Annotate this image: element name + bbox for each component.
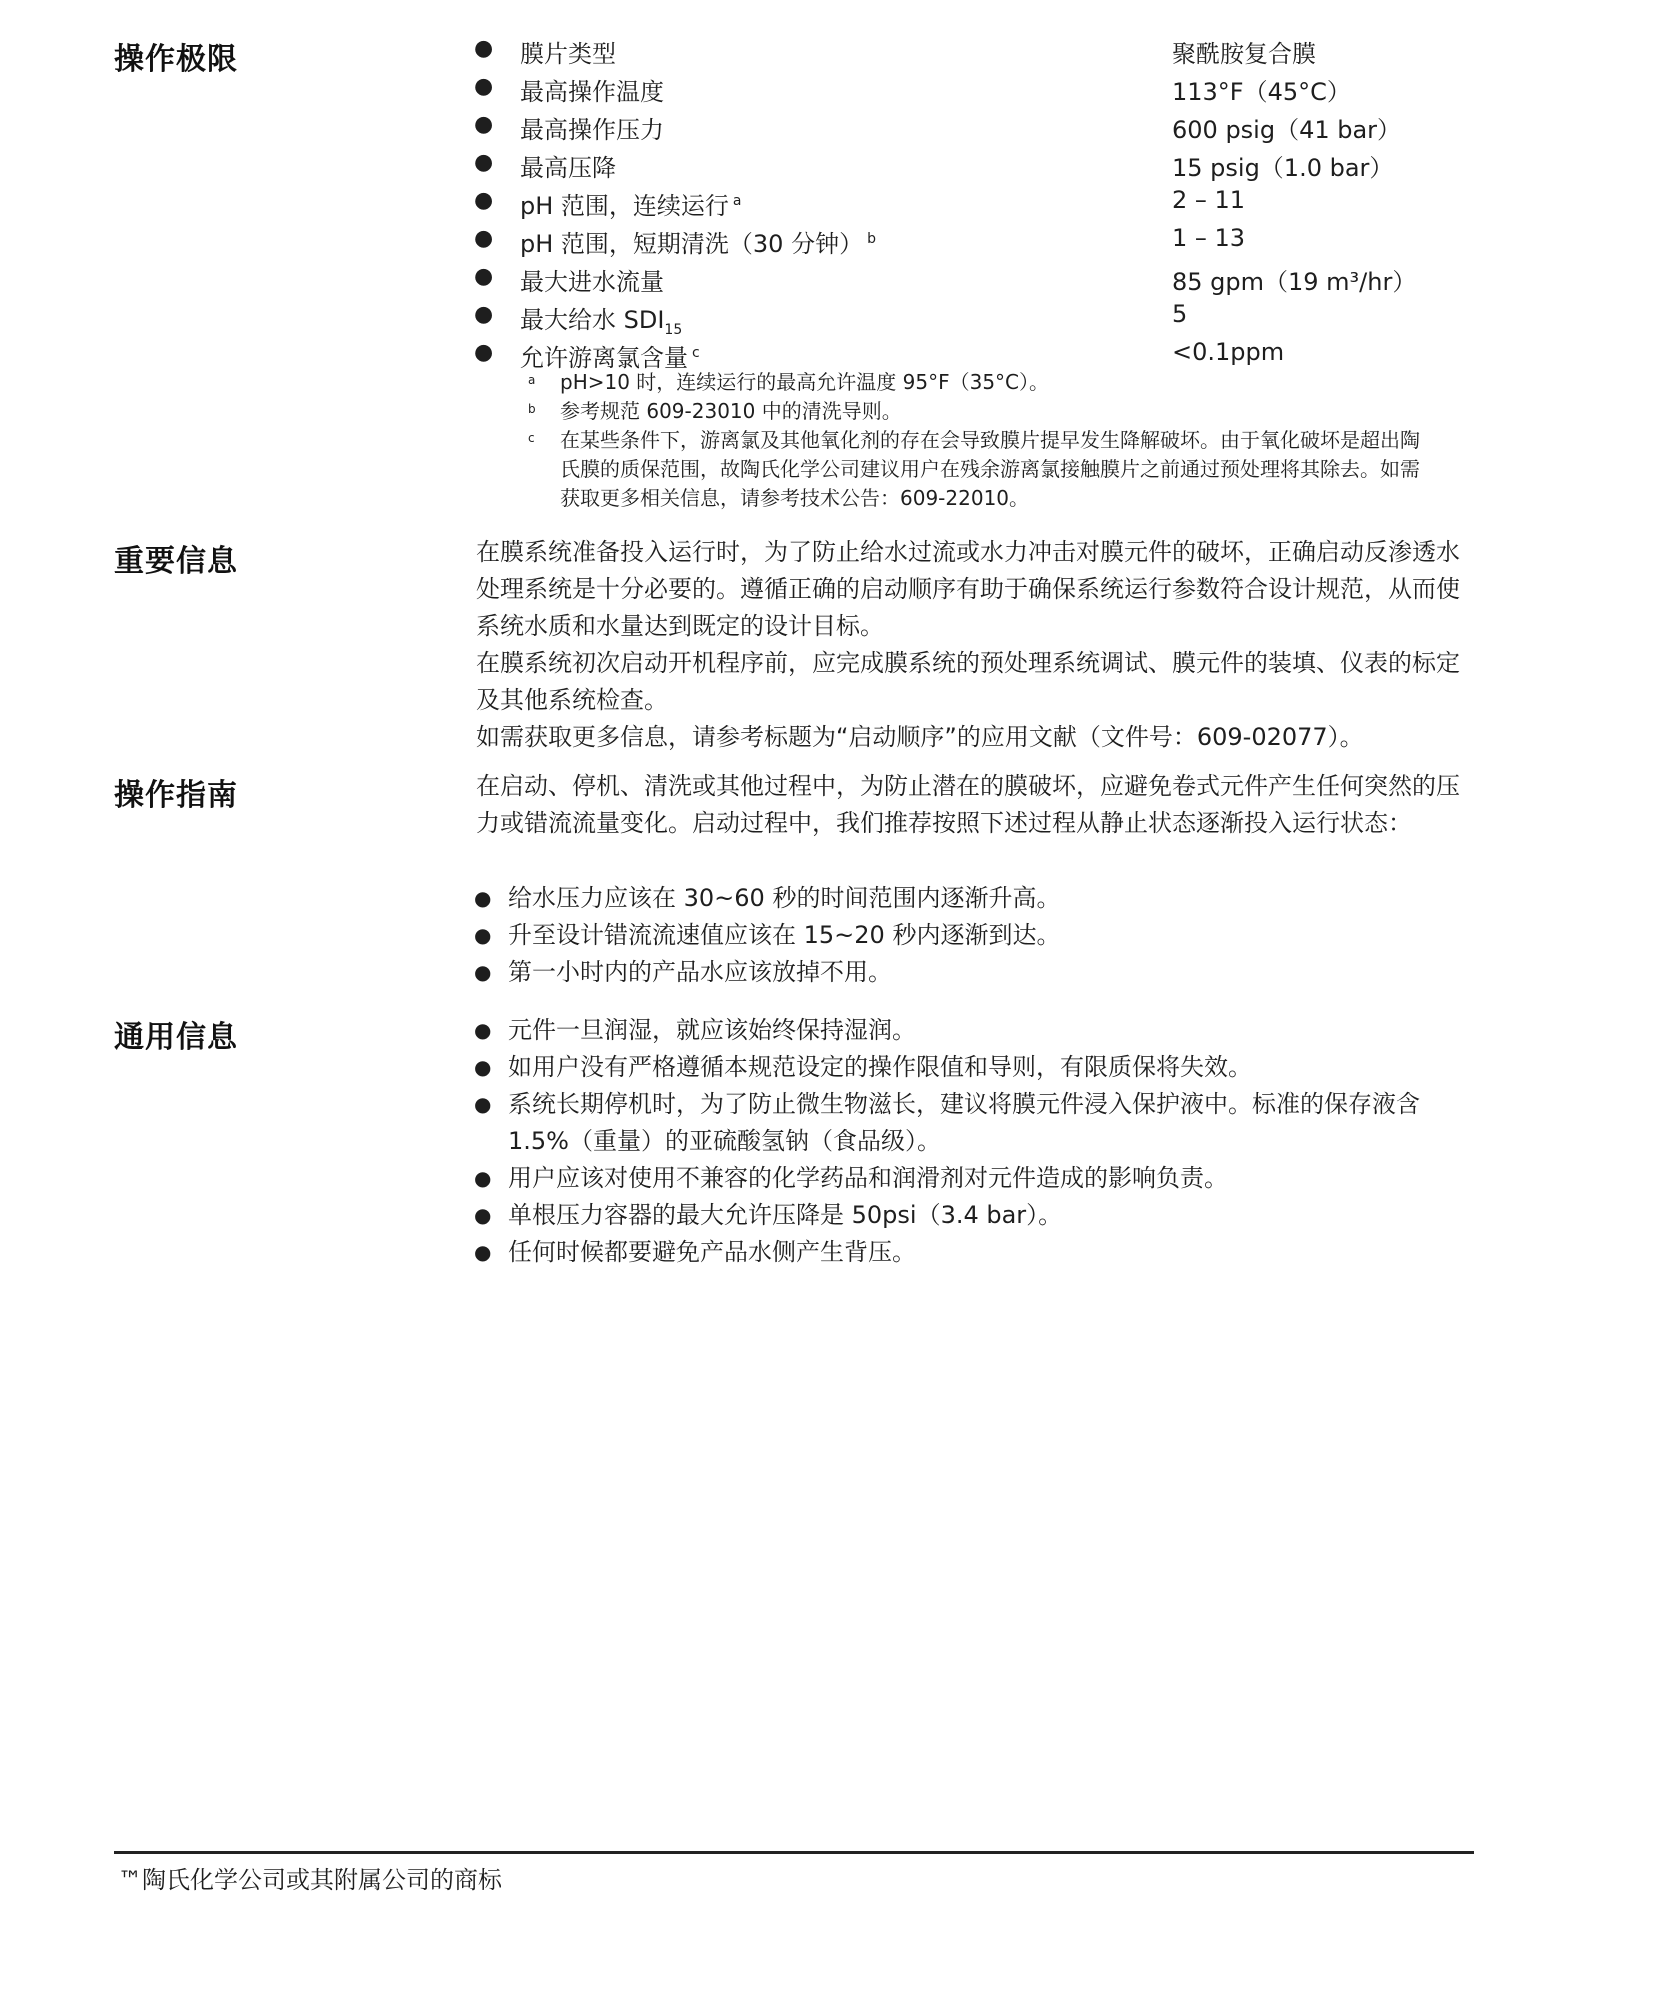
- bullet-icon: ●: [474, 302, 494, 327]
- bullet-icon: ●: [474, 1166, 492, 1190]
- bullet-icon: ●: [474, 188, 494, 213]
- section-title-important-info: 重要信息: [114, 544, 238, 579]
- limit-label: 最高压降: [520, 154, 616, 182]
- bullet-icon: ●: [474, 1018, 492, 1042]
- limit-value: 5: [1172, 300, 1188, 328]
- footnote-text: 在某些条件下，游离氯及其他氧化剂的存在会导致膜片提早发生降解破坏。由于氧化破坏是超出陶氏膜的质保范围，故陶氏化学公司建议用户在残余游离氯接触膜片之前通过预处理将其除去。如需获取更多相关信息，请参考技术公告：609-22010。: [560, 428, 1420, 510]
- limits-row: [0, 262, 1654, 300]
- limits-row: [0, 72, 1654, 110]
- limit-label: 膜片类型: [520, 40, 616, 68]
- bullet-icon: ●: [474, 886, 492, 910]
- footnote-mark: b: [528, 402, 536, 416]
- list-item-text: 给水压力应该在 30~60 秒的时间范围内逐渐升高。: [508, 884, 1061, 912]
- bullet-icon: ●: [474, 74, 494, 99]
- important-info-paragraph: 在膜系统准备投入运行时，为了防止给水过流或水力冲击对膜元件的破坏，正确启动反渗透水处理系统是十分必要的。遵循正确的启动顺序有助于确保系统运行参数符合设计规范，从而使系统水质和水量达到既定的设计目标。: [476, 538, 1460, 640]
- limits-row: [0, 300, 1654, 338]
- limits-row: [0, 110, 1654, 148]
- limits-row: [0, 186, 1654, 224]
- footnote-mark: a: [528, 373, 536, 387]
- bullet-icon: ●: [474, 1203, 492, 1227]
- section-title-operating-guide: 操作指南: [114, 778, 238, 813]
- limit-label-text: pH 范围，短期清洗（30 分钟）: [520, 230, 864, 258]
- bullet-icon: ●: [474, 960, 492, 984]
- footnote-text: pH>10 时，连续运行的最高允许温度 95°F（35°C）。: [560, 370, 1050, 394]
- limit-value: 85 gpm（19 m³/hr）: [1172, 268, 1417, 296]
- bullet-icon: ●: [474, 264, 494, 289]
- limit-label: 最大进水流量: [520, 268, 664, 296]
- footnote-text: 参考规范 609-23010 中的清洗导则。: [560, 399, 902, 423]
- list-item-text: 用户应该对使用不兼容的化学药品和润滑剂对元件造成的影响负责。: [508, 1164, 1228, 1192]
- bullet-icon: ●: [474, 1055, 492, 1079]
- bullet-icon: ●: [474, 340, 494, 365]
- limit-value: 聚酰胺复合膜: [1172, 40, 1316, 68]
- bullet-icon: ●: [474, 1092, 492, 1116]
- list-item-text: 升至设计错流流速值应该在 15~20 秒内逐渐到达。: [508, 921, 1061, 949]
- list-item-text: 如用户没有严格遵循本规范设定的操作限值和导则，有限质保将失效。: [508, 1053, 1252, 1081]
- bullet-icon: ●: [474, 36, 494, 61]
- list-item-text: 单根压力容器的最大允许压降是 50psi（3.4 bar）。: [508, 1201, 1063, 1229]
- limit-label: [520, 186, 742, 221]
- list-item-text: 元件一旦润湿，就应该始终保持湿润。: [508, 1016, 916, 1044]
- footnote-mark: c: [528, 431, 535, 445]
- limit-value: 1 – 13: [1172, 224, 1246, 252]
- limit-value: <0.1ppm: [1172, 338, 1285, 366]
- limits-row: [0, 224, 1654, 262]
- section-title-operating-limits: 操作极限: [114, 42, 238, 77]
- bullet-icon: ●: [474, 923, 492, 947]
- limits-row: [0, 148, 1654, 186]
- limit-label-text: pH 范围，连续运行: [520, 192, 729, 220]
- list-item-text: 任何时候都要避免产品水侧产生背压。: [508, 1238, 916, 1266]
- important-info-paragraph: 如需获取更多信息，请参考标题为“启动顺序”的应用文献（文件号：609-02077）。: [476, 723, 1364, 751]
- limit-label: 最高操作压力: [520, 116, 664, 144]
- bullet-icon: ●: [474, 112, 494, 137]
- operating-guide-intro: 在启动、停机、清洗或其他过程中，为防止潜在的膜破坏，应避免卷式元件产生任何突然的压力或错流流量变化。启动过程中，我们推荐按照下述过程从静止状态逐渐投入运行状态：: [476, 772, 1460, 837]
- footer-divider: [114, 1851, 1474, 1854]
- footnote-ref: c: [692, 345, 700, 361]
- limit-label-text: 允许游离氯含量: [520, 344, 688, 372]
- limit-label: 最高操作温度: [520, 78, 664, 106]
- limit-value: 2 – 11: [1172, 186, 1246, 214]
- list-item-text: 系统长期停机时，为了防止微生物滋长，建议将膜元件浸入保护液中。标准的保存液含 1.5%（重量）的亚硫酸氢钠（食品级）。: [508, 1090, 1420, 1155]
- limit-label: [520, 300, 682, 338]
- bullet-icon: ●: [474, 150, 494, 175]
- bullet-icon: ●: [474, 1240, 492, 1264]
- limit-value: 113°F（45°C）: [1172, 78, 1351, 106]
- important-info-paragraph: 在膜系统初次启动开机程序前，应完成膜系统的预处理系统调试、膜元件的装填、仪表的标定及其他系统检查。: [476, 649, 1460, 714]
- limits-row: [0, 34, 1654, 72]
- limit-value: 15 psig（1.0 bar）: [1172, 154, 1394, 182]
- list-item-text: 第一小时内的产品水应该放掉不用。: [508, 958, 892, 986]
- trademark-footer: ™陶氏化学公司或其附属公司的商标: [118, 1866, 502, 1894]
- limit-label: [520, 224, 876, 259]
- limit-value: 600 psig（41 bar）: [1172, 116, 1402, 144]
- bullet-icon: ●: [474, 226, 494, 251]
- footnote-ref: a: [732, 193, 742, 209]
- limit-label-text: 最大给水 SDI: [520, 306, 665, 334]
- section-title-general-info: 通用信息: [114, 1020, 238, 1055]
- footnote-ref: b: [867, 231, 876, 247]
- subscript: 15: [664, 321, 683, 338]
